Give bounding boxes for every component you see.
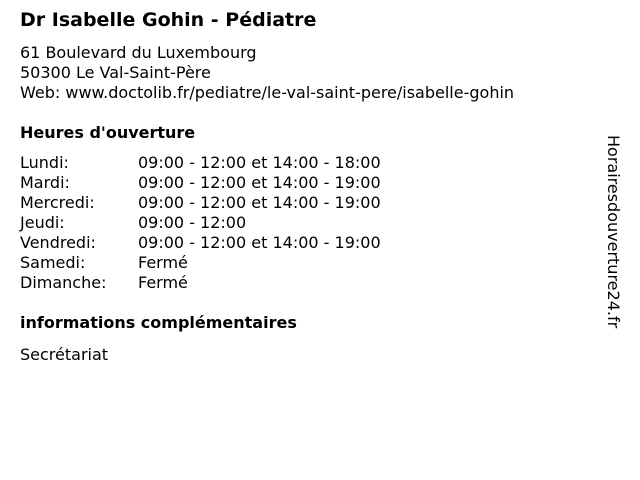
hours-value: Fermé: [138, 253, 188, 272]
hours-value: Fermé: [138, 273, 188, 292]
day-label: Jeudi:: [20, 213, 65, 232]
hours-value: 09:00 - 12:00: [138, 213, 247, 232]
website-text: Web: www.doctolib.fr/pediatre/le-val-saint-pere/isabelle-gohin: [20, 83, 515, 102]
page-title: Dr Isabelle Gohin - Pédiatre: [20, 9, 317, 31]
day-label: Lundi:: [20, 153, 69, 172]
info-text: Secrétariat: [20, 345, 109, 364]
hours-value: 09:00 - 12:00 et 14:00 - 18:00: [138, 153, 381, 172]
day-label: Vendredi:: [20, 233, 96, 252]
day-label: Dimanche:: [20, 273, 107, 292]
hours-value: 09:00 - 12:00 et 14:00 - 19:00: [138, 233, 381, 252]
hours-heading: Heures d'ouverture: [20, 123, 196, 142]
hours-value: 09:00 - 12:00 et 14:00 - 19:00: [138, 193, 381, 212]
address-block: [20, 43, 514, 103]
address-city: 50300 Le Val-Saint-Père: [20, 63, 211, 82]
day-label: Mercredi:: [20, 193, 95, 212]
hours-value: 09:00 - 12:00 et 14:00 - 19:00: [138, 173, 381, 192]
day-label: Mardi:: [20, 173, 70, 192]
site-watermark-text: Horairesdouverture24.fr: [604, 135, 623, 329]
address-street: 61 Boulevard du Luxembourg: [20, 43, 257, 62]
info-heading: informations complémentaires: [20, 313, 297, 332]
day-label: Samedi:: [20, 253, 86, 272]
